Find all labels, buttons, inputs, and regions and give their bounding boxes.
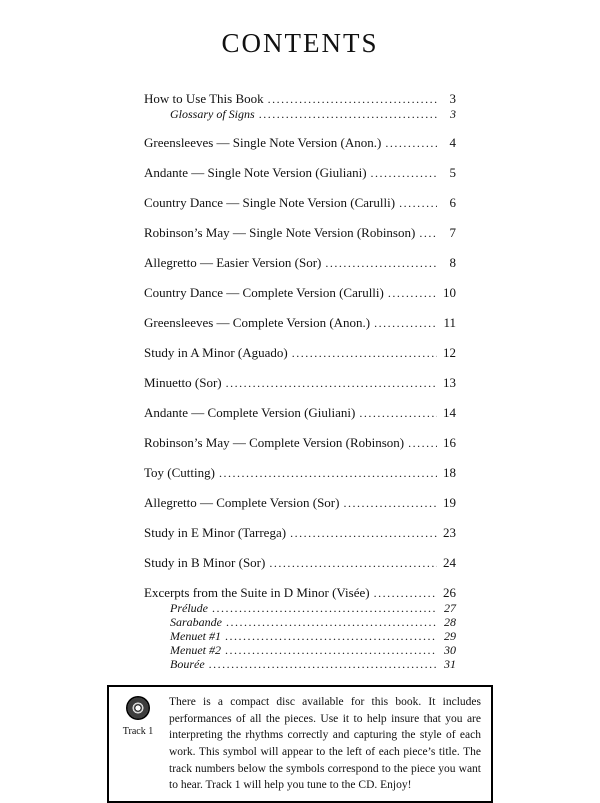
toc-page-number: 13 <box>443 375 456 390</box>
toc-entry <box>144 435 456 451</box>
page-title: CONTENTS <box>221 28 379 58</box>
toc-entry-label: Allegretto — Easier Version (Sor) <box>144 255 322 270</box>
toc-dot-leader <box>359 405 437 421</box>
toc-dot-leader <box>269 555 437 571</box>
toc-page-number: 18 <box>443 465 456 480</box>
toc-entry-label: Glossary of Signs <box>170 107 255 121</box>
toc-entry-label: Menuet #1 <box>170 629 221 643</box>
toc-page-number: 11 <box>443 315 456 330</box>
toc-entry-label: Bourée <box>170 657 205 671</box>
toc-dot-leader <box>374 315 437 331</box>
toc-page-number: 27 <box>444 601 456 615</box>
toc-entry-label: Andante — Complete Version (Giuliani) <box>144 405 356 420</box>
toc-dot-leader <box>209 658 437 671</box>
toc-dot-leader <box>268 91 437 107</box>
toc-entry <box>144 405 456 421</box>
toc-entry <box>144 195 456 211</box>
toc-dot-leader <box>343 495 437 511</box>
toc-dot-leader <box>419 225 437 241</box>
toc-page-number: 8 <box>449 255 456 270</box>
toc-page-number: 29 <box>444 629 456 643</box>
toc-page-number: 3 <box>449 91 456 106</box>
toc-entry-label: Minuetto (Sor) <box>144 375 222 390</box>
toc-entry-label: Prélude <box>170 601 208 615</box>
toc-entry <box>144 315 456 331</box>
toc-entry <box>144 602 456 615</box>
toc-dot-leader <box>399 195 437 211</box>
toc-entry-label: Robinson’s May — Single Note Version (Robinson) <box>144 225 416 240</box>
toc-entry <box>144 585 456 601</box>
toc-entry <box>144 135 456 151</box>
toc-page-number: 5 <box>449 165 456 180</box>
toc-entry-label: Andante — Single Note Version (Giuliani) <box>144 165 367 180</box>
toc-dot-leader <box>374 585 437 601</box>
toc-entry <box>144 630 456 643</box>
toc-dot-leader <box>388 285 437 301</box>
toc-entry <box>144 616 456 629</box>
toc-dot-leader <box>226 375 437 391</box>
toc-dot-leader <box>212 602 437 615</box>
toc-dot-leader <box>325 255 437 271</box>
toc-dot-leader <box>385 135 437 151</box>
cd-icon <box>126 696 150 720</box>
toc-entry-label: How to Use This Book <box>144 91 264 106</box>
toc-page-number: 26 <box>443 585 456 600</box>
toc-entry <box>144 658 456 671</box>
toc-dot-leader <box>225 630 437 643</box>
toc-entry-label: Study in B Minor (Sor) <box>144 555 266 570</box>
toc-entry <box>144 525 456 541</box>
toc-page-number: 12 <box>443 345 456 360</box>
toc-page-number: 4 <box>449 135 456 150</box>
toc-page-number: 23 <box>443 525 456 540</box>
cd-track-indicator <box>115 694 161 794</box>
toc-page-number: 6 <box>449 195 456 210</box>
toc-entry <box>144 255 456 271</box>
toc-entry <box>144 555 456 571</box>
toc-dot-leader <box>226 616 437 629</box>
toc-page-number: 28 <box>444 615 456 629</box>
toc-page-number: 7 <box>449 225 456 240</box>
toc-dot-leader <box>290 525 437 541</box>
toc-entry <box>144 108 456 121</box>
toc-entry <box>144 225 456 241</box>
toc-entry <box>144 644 456 657</box>
toc-entry <box>144 165 456 181</box>
toc-entry-label: Country Dance — Complete Version (Carulli) <box>144 285 384 300</box>
toc-page-number: 31 <box>444 657 456 671</box>
toc-dot-leader <box>219 465 437 481</box>
toc-page-number: 3 <box>450 107 456 121</box>
toc-entry-label: Sarabande <box>170 615 222 629</box>
cd-note-box <box>107 685 493 803</box>
track-label: Track 1 <box>122 726 154 737</box>
toc-entry <box>144 375 456 391</box>
toc-dot-leader <box>225 644 437 657</box>
toc-dot-leader <box>292 345 437 361</box>
toc-entry <box>144 465 456 481</box>
toc-entry-label: Country Dance — Single Note Version (Carulli) <box>144 195 396 210</box>
cd-note-text: There is a compact disc available for this book. It includes performances of all the pieces. Use it to help insure that you are interpreting the rhythms correctly and capturing the style of each work. This symbol will appear to the left of each piece’s title. The track numbers below the symbols correspond to the piece you want to hear. Track 1 will help you tune to the CD. Enjoy! <box>169 696 481 792</box>
toc-page-number: 24 <box>443 555 456 570</box>
toc-entry-label: Study in A Minor (Aguado) <box>144 345 288 360</box>
toc-entry-label: Study in E Minor (Tarrega) <box>144 525 287 540</box>
toc-list <box>144 91 456 671</box>
toc-entry-label: Menuet #2 <box>170 643 221 657</box>
toc-entry-label: Greensleeves — Single Note Version (Anon.) <box>144 135 382 150</box>
toc-entry <box>144 495 456 511</box>
toc-page-number: 10 <box>443 285 456 300</box>
toc-entry-label: Robinson’s May — Complete Version (Robinson) <box>144 435 405 450</box>
toc-page-number: 19 <box>443 495 456 510</box>
toc-page-number: 30 <box>444 643 456 657</box>
toc-page-number: 14 <box>443 405 456 420</box>
toc-dot-leader <box>259 108 437 121</box>
toc-entry-label: Excerpts from the Suite in D Minor (Visée) <box>144 585 370 600</box>
toc-page-number: 16 <box>443 435 456 450</box>
toc-dot-leader <box>408 435 437 451</box>
toc-entry-label: Allegretto — Complete Version (Sor) <box>144 495 340 510</box>
toc-entry <box>144 285 456 301</box>
toc-entry <box>144 345 456 361</box>
toc-entry-label: Toy (Cutting) <box>144 465 215 480</box>
toc-entry-label: Greensleeves — Complete Version (Anon.) <box>144 315 371 330</box>
toc-dot-leader <box>371 165 437 181</box>
toc-entry <box>144 91 456 107</box>
